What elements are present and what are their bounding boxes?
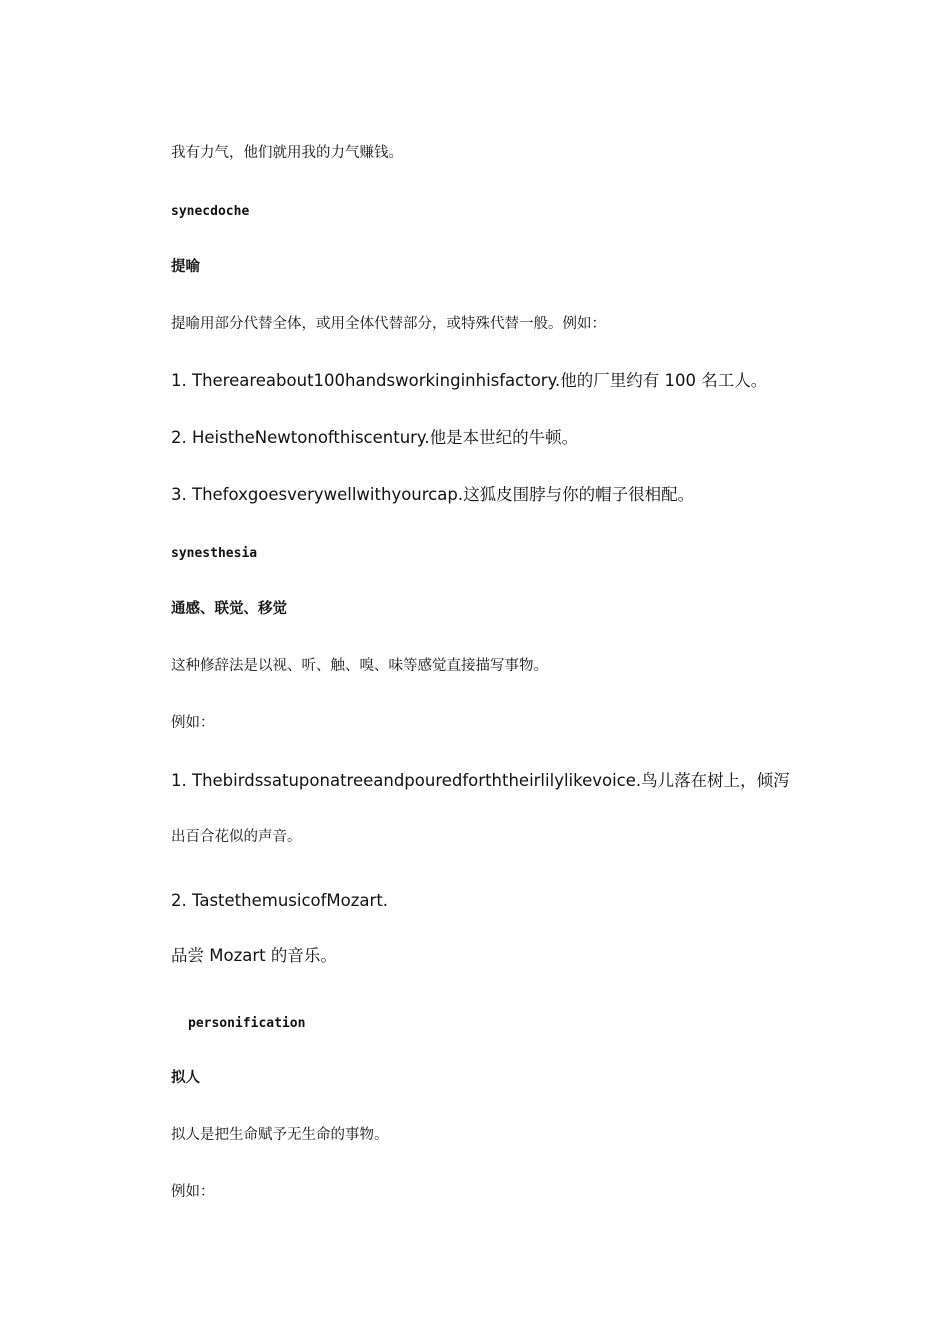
term-personification: personification — [188, 1016, 306, 1031]
term-synesthesia: synesthesia — [171, 546, 258, 561]
example-item: 3. Thefoxgoesverywellwithyourcap.这狐皮围脖与你的帽子很相配。 — [171, 485, 695, 504]
paragraph: 这种修辞法是以视、听、触、嗅、味等感觉直接描写事物。 — [171, 658, 548, 674]
example-item: 1. Thebirdssatuponatreeandpouredforththeirlilylikevoice.鸟儿落在树上，倾泻 — [171, 771, 790, 790]
example-continuation: 出百合花似的声音。 — [171, 829, 302, 845]
paragraph: 拟人是把生命赋予无生命的事物。 — [171, 1127, 389, 1143]
heading-synesthesia: 通感、联觉、移觉 — [171, 601, 287, 617]
paragraph: 品尝 Mozart 的音乐。 — [171, 946, 337, 965]
paragraph: 我有力气，他们就用我的力气赚钱。 — [171, 145, 403, 161]
heading-synecdoche: 提喻 — [171, 259, 200, 275]
paragraph: 提喻用部分代替全体，或用全体代替部分，或特殊代替一般。例如： — [171, 316, 606, 332]
heading-personification: 拟人 — [171, 1070, 200, 1086]
term-synecdoche: synecdoche — [171, 204, 250, 219]
example-item: 1. Thereareabout100handsworkinginhisfactory.他的厂里约有 100 名工人。 — [171, 371, 768, 390]
example-item: 2. TastethemusicofMozart. — [171, 891, 389, 910]
paragraph: 例如： — [171, 1184, 215, 1200]
paragraph: 例如： — [171, 715, 215, 731]
example-item: 2. HeistheNewtonofthiscentury.他是本世纪的牛顿。 — [171, 428, 579, 447]
